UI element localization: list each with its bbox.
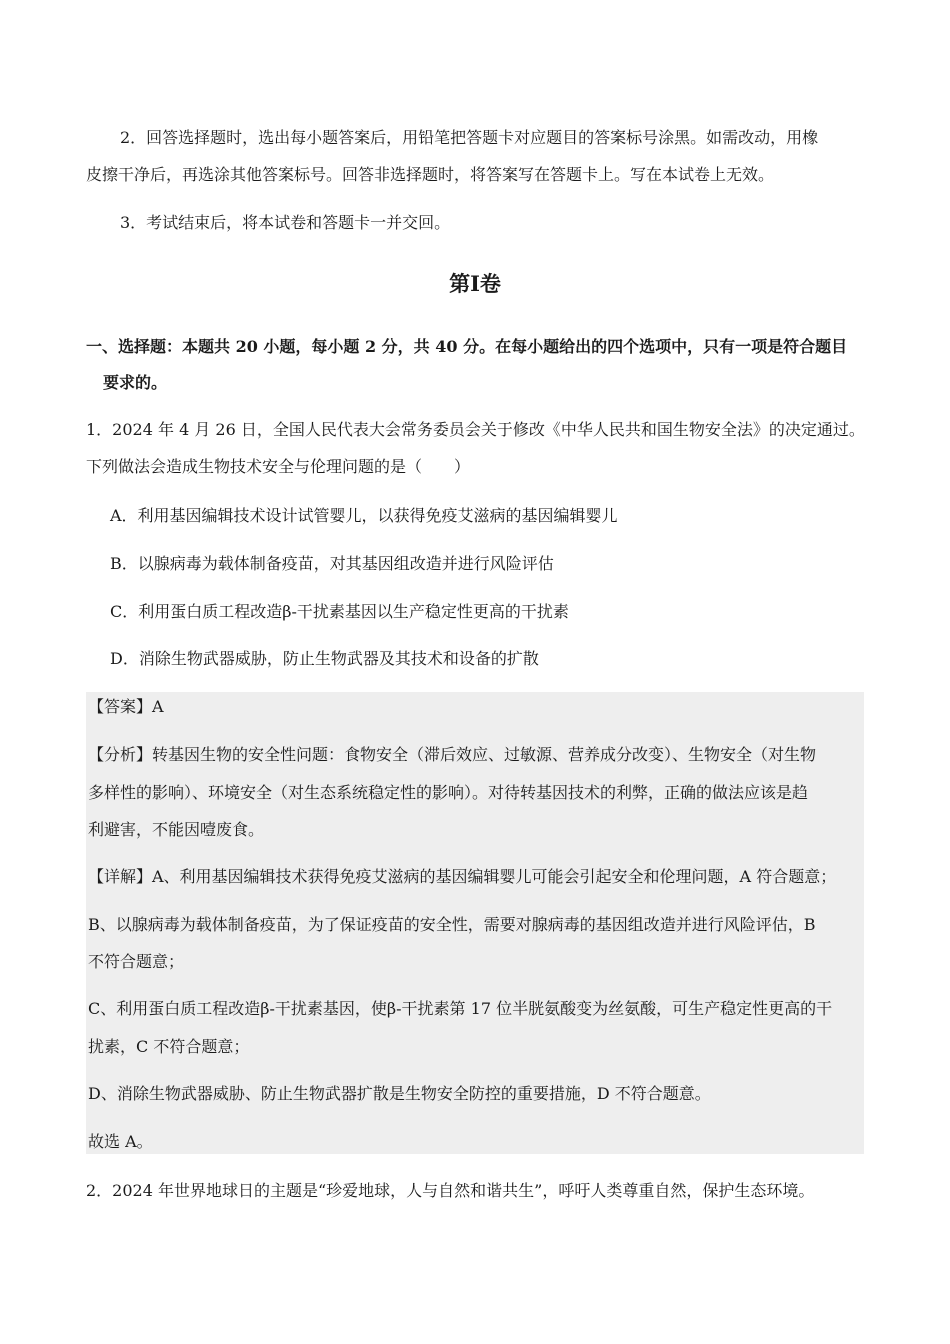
solution-detail-line-5: 扰素，C 不符合题意； <box>88 1037 250 1056</box>
question-1-stem-line-1: 1．2024 年 4 月 26 日，全国人民代表大会常务委员会关于修改《中华人民共和国生物安全法》的决定通过。 <box>86 420 865 439</box>
instruction-item-2-line-1: 2．回答选择题时，选出每小题答案后，用铅笔把答题卡对应题目的答案标号涂黑。如需改动，用橡 <box>120 128 819 147</box>
question-1-option-b: B．以腺病毒为载体制备疫苗，对其基因组改造并进行风险评估 <box>110 554 554 573</box>
solution-detail-line-6: D、消除生物武器威胁、防止生物武器扩散是生物安全防控的重要措施，D 不符合题意。 <box>88 1084 711 1103</box>
solution-analysis-line-1: 【分析】转基因生物的安全性问题：食物安全（滞后效应、过敏源、营养成分改变）、生物安全（对生物 <box>88 745 817 764</box>
instruction-item-3: 3．考试结束后，将本试卷和答题卡一并交回。 <box>120 213 451 232</box>
solution-analysis-line-2: 多样性的影响）、环境安全（对生态系统稳定性的影响）。对待转基因技术的利弊，正确的做法应该是趋 <box>88 783 809 802</box>
part-heading-line-2: 要求的。 <box>103 373 168 392</box>
question-1-option-d: D．消除生物武器威胁，防止生物武器及其技术和设备的扩散 <box>110 649 539 668</box>
section-title: 第Ⅰ卷 <box>449 271 501 296</box>
solution-detail-line-3: 不符合题意； <box>88 952 185 971</box>
solution-detail-line-1: 【详解】A、利用基因编辑技术获得免疫艾滋病的基因编辑婴儿可能会引起安全和伦理问题，A 符合题意； <box>88 867 837 886</box>
question-2-stem-line-1: 2．2024 年世界地球日的主题是“珍爱地球，人与自然和谐共生”，呼吁人类尊重自然，保护生态环境。 <box>86 1181 815 1200</box>
question-1-option-c: C．利用蛋白质工程改造β-干扰素基因以生产稳定性更高的干扰素 <box>110 602 569 621</box>
solution-detail-line-2: B、以腺病毒为载体制备疫苗，为了保证疫苗的安全性，需要对腺病毒的基因组改造并进行风险评估，B <box>88 915 816 934</box>
part-heading-line-1: 一、选择题：本题共 20 小题，每小题 2 分，共 40 分。在每小题给出的四个选项中，只有一项是符合题目 <box>86 337 848 356</box>
instruction-item-2-line-2: 皮擦干净后，再选涂其他答案标号。回答非选择题时，将答案写在答题卡上。写在本试卷上无效。 <box>86 165 775 184</box>
solution-analysis-line-3: 利避害，不能因噎废食。 <box>88 820 265 839</box>
question-1-stem-line-2: 下列做法会造成生物技术安全与伦理问题的是（ ） <box>86 457 471 476</box>
solution-answer: 【答案】A <box>88 697 164 716</box>
question-1-option-a: A．利用基因编辑技术设计试管婴儿，以获得免疫艾滋病的基因编辑婴儿 <box>110 506 618 525</box>
solution-detail-line-4: C、利用蛋白质工程改造β-干扰素基因，使β-干扰素第 17 位半胱氨酸变为丝氨酸，可生产稳定性更高的干 <box>88 999 833 1018</box>
solution-conclusion: 故选 A。 <box>88 1132 153 1151</box>
